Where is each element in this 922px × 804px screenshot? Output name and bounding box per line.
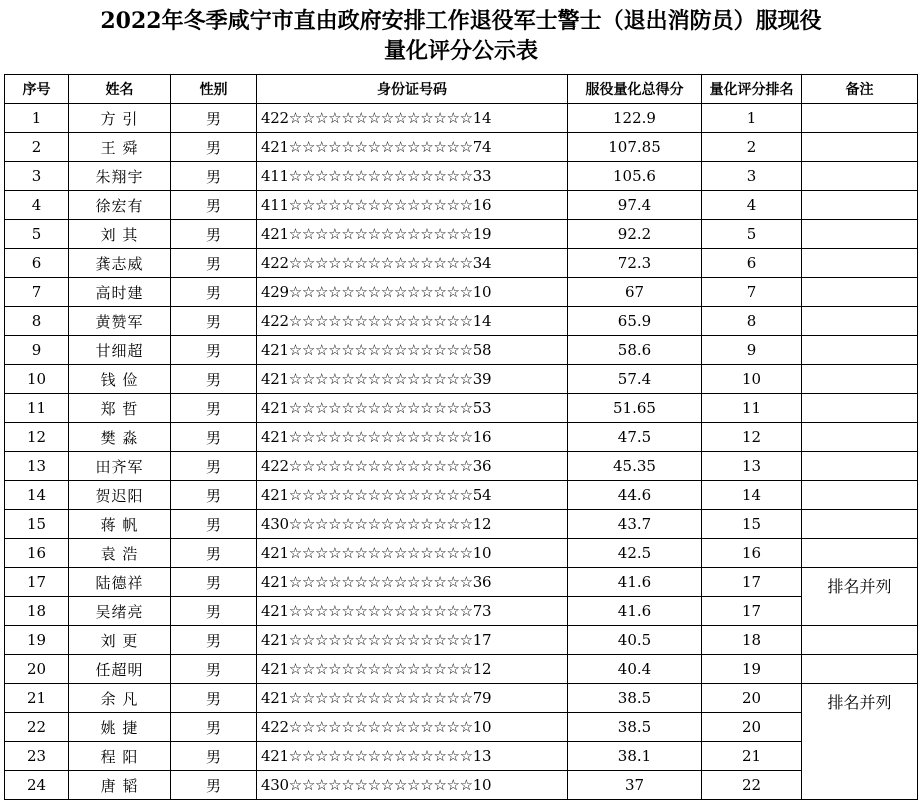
cell-rank[interactable]: 17 — [702, 597, 802, 626]
table-row — [5, 510, 918, 539]
cell-id[interactable]: 421☆☆☆☆☆☆☆☆☆☆☆☆☆☆58 — [257, 336, 568, 365]
cell-id[interactable]: 421☆☆☆☆☆☆☆☆☆☆☆☆☆☆36 — [257, 568, 568, 597]
cell-seq[interactable]: 6 — [5, 249, 69, 278]
cell-note[interactable] — [802, 655, 918, 684]
cell-gender[interactable]: 男 — [171, 452, 257, 481]
table-row — [5, 162, 918, 191]
table-body — [5, 104, 918, 800]
cell-seq[interactable]: 7 — [5, 278, 69, 307]
cell-gender[interactable]: 男 — [171, 684, 257, 713]
cell-rank[interactable]: 1 — [702, 104, 802, 133]
cell-rank[interactable]: 14 — [702, 481, 802, 510]
cell-name[interactable]: 唐 韬 — [69, 771, 171, 800]
cell-score[interactable]: 38.5 — [568, 713, 702, 742]
cell-score[interactable]: 65.9 — [568, 307, 702, 336]
table-row — [5, 394, 918, 423]
cell-name[interactable]: 刘 更 — [69, 626, 171, 655]
table-row — [5, 655, 918, 684]
cell-id[interactable]: 422☆☆☆☆☆☆☆☆☆☆☆☆☆☆36 — [257, 452, 568, 481]
cell-gender[interactable]: 男 — [171, 162, 257, 191]
cell-score[interactable]: 57.4 — [568, 365, 702, 394]
cell-name[interactable]: 余 凡 — [69, 684, 171, 713]
cell-score[interactable]: 44.6 — [568, 481, 702, 510]
cell-note[interactable] — [802, 481, 918, 510]
cell-seq[interactable]: 4 — [5, 191, 69, 220]
cell-id[interactable]: 422☆☆☆☆☆☆☆☆☆☆☆☆☆☆14 — [257, 104, 568, 133]
cell-rank[interactable]: 20 — [702, 684, 802, 713]
cell-id[interactable]: 421☆☆☆☆☆☆☆☆☆☆☆☆☆☆53 — [257, 394, 568, 423]
score-table — [4, 74, 918, 800]
cell-rank[interactable]: 13 — [702, 452, 802, 481]
cell-rank[interactable]: 7 — [702, 278, 802, 307]
header-rank[interactable]: 量化评分排名 — [702, 75, 802, 104]
cell-id[interactable]: 421☆☆☆☆☆☆☆☆☆☆☆☆☆☆10 — [257, 539, 568, 568]
cell-seq[interactable]: 12 — [5, 423, 69, 452]
cell-id[interactable]: 430☆☆☆☆☆☆☆☆☆☆☆☆☆☆10 — [257, 771, 568, 800]
cell-note[interactable] — [802, 191, 918, 220]
cell-id[interactable]: 421☆☆☆☆☆☆☆☆☆☆☆☆☆☆74 — [257, 133, 568, 162]
cell-id[interactable]: 421☆☆☆☆☆☆☆☆☆☆☆☆☆☆13 — [257, 742, 568, 771]
cell-rank[interactable]: 16 — [702, 539, 802, 568]
table-row — [5, 423, 918, 452]
title-line-2: 量化评分公示表 — [383, 38, 538, 64]
cell-note[interactable] — [802, 452, 918, 481]
header-row — [5, 75, 918, 104]
table-row — [5, 684, 918, 713]
cell-score[interactable]: 105.6 — [568, 162, 702, 191]
cell-rank[interactable]: 21 — [702, 742, 802, 771]
cell-note[interactable] — [802, 771, 918, 800]
cell-note[interactable] — [802, 249, 918, 278]
cell-name[interactable]: 刘 其 — [69, 220, 171, 249]
cell-gender[interactable]: 男 — [171, 713, 257, 742]
cell-note[interactable] — [802, 568, 918, 597]
table-row — [5, 568, 918, 597]
cell-name[interactable]: 吴绪亮 — [69, 597, 171, 626]
cell-name[interactable]: 任超明 — [69, 655, 171, 684]
cell-name[interactable]: 徐宏有 — [69, 191, 171, 220]
cell-score[interactable]: 43.7 — [568, 510, 702, 539]
cell-score[interactable]: 97.4 — [568, 191, 702, 220]
cell-seq[interactable]: 13 — [5, 452, 69, 481]
cell-score[interactable]: 72.3 — [568, 249, 702, 278]
cell-gender[interactable]: 男 — [171, 510, 257, 539]
cell-name[interactable]: 田齐军 — [69, 452, 171, 481]
cell-id[interactable]: 421☆☆☆☆☆☆☆☆☆☆☆☆☆☆19 — [257, 220, 568, 249]
cell-note[interactable] — [802, 307, 918, 336]
cell-seq[interactable]: 16 — [5, 539, 69, 568]
cell-note[interactable] — [802, 713, 918, 742]
cell-note[interactable] — [802, 133, 918, 162]
cell-seq[interactable]: 1 — [5, 104, 69, 133]
table-row — [5, 133, 918, 162]
table-row — [5, 452, 918, 481]
cell-gender[interactable]: 男 — [171, 307, 257, 336]
cell-gender[interactable]: 男 — [171, 336, 257, 365]
cell-gender[interactable]: 男 — [171, 423, 257, 452]
cell-gender[interactable]: 男 — [171, 597, 257, 626]
cell-gender[interactable]: 男 — [171, 133, 257, 162]
cell-score[interactable]: 67 — [568, 278, 702, 307]
cell-note[interactable] — [802, 510, 918, 539]
cell-name[interactable]: 郑 哲 — [69, 394, 171, 423]
cell-seq[interactable]: 8 — [5, 307, 69, 336]
cell-id[interactable]: 422☆☆☆☆☆☆☆☆☆☆☆☆☆☆10 — [257, 713, 568, 742]
table-row — [5, 278, 918, 307]
cell-rank[interactable]: 4 — [702, 191, 802, 220]
header-gender[interactable]: 性别 — [171, 75, 257, 104]
cell-note[interactable] — [802, 742, 918, 771]
cell-seq[interactable]: 10 — [5, 365, 69, 394]
cell-rank[interactable]: 17 — [702, 568, 802, 597]
cell-score[interactable]: 47.5 — [568, 423, 702, 452]
note-text: 排名并列 — [827, 576, 892, 596]
table-row — [5, 742, 918, 771]
cell-name[interactable]: 朱翔宇 — [69, 162, 171, 191]
cell-note[interactable] — [802, 684, 918, 713]
cell-score[interactable]: 41.6 — [568, 568, 702, 597]
cell-name[interactable]: 贺迟阳 — [69, 481, 171, 510]
cell-id[interactable]: 430☆☆☆☆☆☆☆☆☆☆☆☆☆☆12 — [257, 510, 568, 539]
table-row — [5, 336, 918, 365]
cell-name[interactable]: 甘细超 — [69, 336, 171, 365]
cell-seq[interactable]: 11 — [5, 394, 69, 423]
cell-id[interactable]: 421☆☆☆☆☆☆☆☆☆☆☆☆☆☆12 — [257, 655, 568, 684]
cell-name[interactable]: 蒋 帆 — [69, 510, 171, 539]
cell-gender[interactable]: 男 — [171, 742, 257, 771]
table-row — [5, 220, 918, 249]
cell-score[interactable]: 38.1 — [568, 742, 702, 771]
cell-gender[interactable]: 男 — [171, 539, 257, 568]
header-id[interactable]: 身份证号码 — [257, 75, 568, 104]
cell-name[interactable]: 王 舜 — [69, 133, 171, 162]
cell-seq[interactable]: 3 — [5, 162, 69, 191]
title-line-1: 2022年冬季咸宁市直由政府安排工作退役军士警士（退出消防员）服现役 — [100, 8, 822, 34]
cell-name[interactable]: 姚 捷 — [69, 713, 171, 742]
cell-id[interactable]: 429☆☆☆☆☆☆☆☆☆☆☆☆☆☆10 — [257, 278, 568, 307]
cell-score[interactable]: 92.2 — [568, 220, 702, 249]
cell-score[interactable]: 122.9 — [568, 104, 702, 133]
cell-name[interactable]: 陆德祥 — [69, 568, 171, 597]
table-row — [5, 626, 918, 655]
cell-gender[interactable]: 男 — [171, 365, 257, 394]
table-row — [5, 597, 918, 626]
cell-score[interactable]: 42.5 — [568, 539, 702, 568]
cell-name[interactable]: 袁 浩 — [69, 539, 171, 568]
cell-seq[interactable]: 21 — [5, 684, 69, 713]
cell-score[interactable]: 107.85 — [568, 133, 702, 162]
header-seq[interactable]: 序号 — [5, 75, 69, 104]
cell-score[interactable]: 40.5 — [568, 626, 702, 655]
cell-rank[interactable]: 6 — [702, 249, 802, 278]
cell-name[interactable]: 龚志威 — [69, 249, 171, 278]
cell-seq[interactable]: 15 — [5, 510, 69, 539]
cell-seq[interactable]: 22 — [5, 713, 69, 742]
cell-note[interactable] — [802, 336, 918, 365]
cell-rank[interactable]: 9 — [702, 336, 802, 365]
cell-score[interactable]: 58.6 — [568, 336, 702, 365]
cell-gender[interactable]: 男 — [171, 626, 257, 655]
cell-gender[interactable]: 男 — [171, 104, 257, 133]
cell-note[interactable] — [802, 539, 918, 568]
cell-rank[interactable]: 12 — [702, 423, 802, 452]
cell-gender[interactable]: 男 — [171, 249, 257, 278]
cell-id[interactable]: 422☆☆☆☆☆☆☆☆☆☆☆☆☆☆14 — [257, 307, 568, 336]
cell-seq[interactable]: 19 — [5, 626, 69, 655]
cell-score[interactable]: 45.35 — [568, 452, 702, 481]
cell-gender[interactable]: 男 — [171, 394, 257, 423]
table-row — [5, 713, 918, 742]
cell-note[interactable] — [802, 394, 918, 423]
cell-name[interactable]: 钱 俭 — [69, 365, 171, 394]
table-row — [5, 771, 918, 800]
cell-rank[interactable]: 5 — [702, 220, 802, 249]
header-score[interactable]: 服役量化总得分 — [568, 75, 702, 104]
cell-gender[interactable]: 男 — [171, 568, 257, 597]
table-row — [5, 191, 918, 220]
cell-id[interactable]: 421☆☆☆☆☆☆☆☆☆☆☆☆☆☆39 — [257, 365, 568, 394]
cell-seq[interactable]: 24 — [5, 771, 69, 800]
cell-name[interactable]: 高时建 — [69, 278, 171, 307]
cell-rank[interactable]: 11 — [702, 394, 802, 423]
cell-seq[interactable]: 18 — [5, 597, 69, 626]
cell-note[interactable] — [802, 365, 918, 394]
cell-name[interactable]: 方 引 — [69, 104, 171, 133]
cell-name[interactable]: 程 阳 — [69, 742, 171, 771]
table-row — [5, 365, 918, 394]
table-row — [5, 249, 918, 278]
cell-gender[interactable]: 男 — [171, 655, 257, 684]
cell-id[interactable]: 421☆☆☆☆☆☆☆☆☆☆☆☆☆☆73 — [257, 597, 568, 626]
cell-note[interactable] — [802, 220, 918, 249]
cell-rank[interactable]: 8 — [702, 307, 802, 336]
cell-seq[interactable]: 14 — [5, 481, 69, 510]
page-title — [0, 0, 922, 72]
cell-gender[interactable]: 男 — [171, 771, 257, 800]
cell-score[interactable]: 41.6 — [568, 597, 702, 626]
cell-score[interactable]: 51.65 — [568, 394, 702, 423]
cell-note[interactable] — [802, 104, 918, 133]
cell-note[interactable] — [802, 278, 918, 307]
table-row — [5, 104, 918, 133]
cell-note[interactable] — [802, 162, 918, 191]
cell-id[interactable]: 421☆☆☆☆☆☆☆☆☆☆☆☆☆☆16 — [257, 423, 568, 452]
cell-rank[interactable]: 18 — [702, 626, 802, 655]
cell-rank[interactable]: 2 — [702, 133, 802, 162]
cell-id[interactable]: 411☆☆☆☆☆☆☆☆☆☆☆☆☆☆33 — [257, 162, 568, 191]
cell-note[interactable] — [802, 597, 918, 626]
cell-rank[interactable]: 10 — [702, 365, 802, 394]
cell-gender[interactable]: 男 — [171, 481, 257, 510]
cell-name[interactable]: 樊 淼 — [69, 423, 171, 452]
table-row — [5, 539, 918, 568]
cell-seq[interactable]: 5 — [5, 220, 69, 249]
cell-name[interactable]: 黄赞军 — [69, 307, 171, 336]
cell-score[interactable]: 37 — [568, 771, 702, 800]
cell-rank[interactable]: 19 — [702, 655, 802, 684]
cell-note[interactable] — [802, 626, 918, 655]
cell-seq[interactable]: 2 — [5, 133, 69, 162]
cell-id[interactable]: 421☆☆☆☆☆☆☆☆☆☆☆☆☆☆17 — [257, 626, 568, 655]
table-row — [5, 307, 918, 336]
table-row — [5, 481, 918, 510]
cell-score[interactable]: 40.4 — [568, 655, 702, 684]
cell-seq[interactable]: 23 — [5, 742, 69, 771]
cell-seq[interactable]: 20 — [5, 655, 69, 684]
header-note[interactable]: 备注 — [802, 75, 918, 104]
cell-score[interactable]: 38.5 — [568, 684, 702, 713]
cell-note[interactable] — [802, 423, 918, 452]
cell-id[interactable]: 422☆☆☆☆☆☆☆☆☆☆☆☆☆☆34 — [257, 249, 568, 278]
cell-rank[interactable]: 3 — [702, 162, 802, 191]
cell-id[interactable]: 421☆☆☆☆☆☆☆☆☆☆☆☆☆☆79 — [257, 684, 568, 713]
cell-gender[interactable]: 男 — [171, 278, 257, 307]
cell-gender[interactable]: 男 — [171, 191, 257, 220]
cell-id[interactable]: 411☆☆☆☆☆☆☆☆☆☆☆☆☆☆16 — [257, 191, 568, 220]
cell-gender[interactable]: 男 — [171, 220, 257, 249]
note-text: 排名并列 — [827, 692, 892, 712]
cell-id[interactable]: 421☆☆☆☆☆☆☆☆☆☆☆☆☆☆54 — [257, 481, 568, 510]
header-name[interactable]: 姓名 — [69, 75, 171, 104]
cell-rank[interactable]: 22 — [702, 771, 802, 800]
cell-seq[interactable]: 9 — [5, 336, 69, 365]
cell-seq[interactable]: 17 — [5, 568, 69, 597]
cell-rank[interactable]: 15 — [702, 510, 802, 539]
cell-rank[interactable]: 20 — [702, 713, 802, 742]
